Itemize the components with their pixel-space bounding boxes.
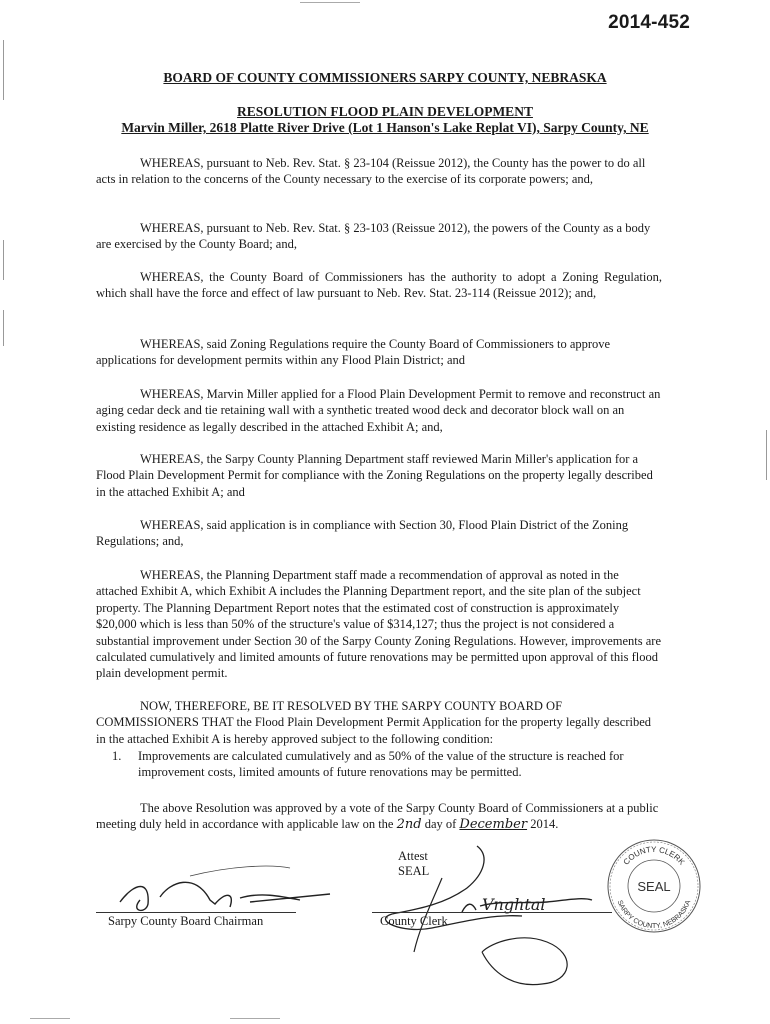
chairman-label: Sarpy County Board Chairman <box>108 914 264 928</box>
scan-margin-mark <box>3 310 4 346</box>
whereas-paragraph-7 <box>96 517 662 550</box>
attest-seal-label: SEAL <box>398 864 430 878</box>
whereas-paragraph-1 <box>96 155 662 188</box>
scan-bottom-dash <box>230 1018 280 1019</box>
scan-margin-mark <box>3 240 4 280</box>
resolution-heading: RESOLUTION FLOOD PLAIN DEVELOPMENT <box>237 104 533 119</box>
approval-text <box>96 800 662 834</box>
approval-prefix: The above Resolution was approved by a vote of the Sarpy County Board of Commissioners at a public meeting duly held in accordance with applicable law on the <box>96 801 659 832</box>
approval-year: 2014. <box>530 817 559 832</box>
approval-day: 2nd <box>396 817 422 833</box>
paragraph-text: WHEREAS, pursuant to Neb. Rev. Stat. § 23-103 (Reissue 2012), the powers of the County as a body are exercised by the County Board; and, <box>96 221 651 252</box>
whereas-paragraph-4 <box>96 336 662 369</box>
whereas-paragraph-2 <box>96 220 662 253</box>
condition-item <box>112 748 664 781</box>
approval-paragraph <box>96 800 662 834</box>
whereas-paragraph-6 <box>96 451 662 500</box>
scan-bottom-dash <box>30 1018 70 1019</box>
paragraph-text: WHEREAS, said application is in compliance with Section 30, Flood Plain District of the Zoning Regulations; and, <box>96 518 629 549</box>
svg-text:Vnghtal: Vnghtal <box>482 895 546 914</box>
paragraph-text: WHEREAS, pursuant to Neb. Rev. Stat. § 23-104 (Reissue 2012), the County has the power to do all acts in relation to the concerns of the County necessary to the exercise of its corporate powers; and, <box>96 156 646 187</box>
resolved-paragraph <box>96 698 662 747</box>
scan-margin-mark <box>766 430 767 480</box>
board-heading: BOARD OF COUNTY COMMISSIONERS SARPY COUNTY, NEBRASKA <box>163 70 607 85</box>
subject-heading: Marvin Miller, 2618 Platte River Drive (Lot 1 Hanson's Lake Replat VI), Sarpy County, NE <box>121 120 649 135</box>
seal-center-text: SEAL <box>637 879 671 894</box>
clerk-label: County Clerk <box>380 914 448 928</box>
paragraph-text: NOW, THEREFORE, BE IT RESOLVED BY THE SARPY COUNTY BOARD OF COMMISSIONERS THAT the Flood Plain Development Permit Application for the property legally described in the attached Exhibit A is hereby approved subject to the following condition: <box>96 699 652 746</box>
whereas-paragraph-5 <box>96 386 662 435</box>
paragraph-text: WHEREAS, said Zoning Regulations require the County Board of Commissioners to approve applications for development permits within any Flood Plain District; and <box>96 337 611 368</box>
document-number: 2014-452 <box>608 12 690 33</box>
scan-top-dash <box>300 2 360 3</box>
whereas-paragraph-3 <box>96 269 662 302</box>
approval-month: December <box>459 817 528 833</box>
paragraph-text: WHEREAS, the Planning Department staff made a recommendation of approval as noted in the attached Exhibit A, which Exhibit A includes the Planning Department report, and the site plan of the subject property. The Planning Department Report notes that the estimated cost of construction is approximately $20,000 which is less than 50% of the structure's value of $314,127; thus the project is not considered a substantial improvement under Section 30 of the Sarpy County Zoning Regulations. However, improvements are calculated cumulatively and limited amounts of future renovations may be permitted upon approval of this flood plain development permit. <box>96 568 662 681</box>
county-clerk-seal-icon <box>606 838 702 934</box>
chairman-signature-line <box>96 912 296 913</box>
condition-number: 1. <box>112 749 122 763</box>
paragraph-text: WHEREAS, Marvin Miller applied for a Flood Plain Development Permit to remove and reconstruct an aging cedar deck and tie retaining wall with a synthetic treated wood deck and decorator block wall on an existing residence as legally described in the attached Exhibit A; and, <box>96 387 661 434</box>
whereas-paragraph-8 <box>96 567 662 682</box>
seal-bottom-text: SARPY COUNTY, NEBRASKA <box>615 899 693 931</box>
seal-top-text: COUNTY CLERK <box>621 844 687 867</box>
clerk-signature-line <box>372 912 612 913</box>
attest-label: Attest <box>398 849 428 863</box>
approval-day-word: day of <box>424 817 457 832</box>
paragraph-text: WHEREAS, the Sarpy County Planning Department staff reviewed Marin Miller's application for a Flood Plain Development Permit for compliance with the Zoning Regulations on the property legally described in the attached Exhibit A; and <box>96 452 653 499</box>
paragraph-text: WHEREAS, the County Board of Commissioners has the authority to adopt a Zoning Regulation, which shall have the force and effect of law pursuant to Neb. Rev. Stat. 23-114 (Reissue 2012); and, <box>96 270 662 301</box>
condition-text: Improvements are calculated cumulatively and as 50% of the value of the structure is reached for improvement costs, limited amounts of future renovations may be permitted. <box>138 749 624 780</box>
chairman-signature-icon <box>100 862 340 922</box>
